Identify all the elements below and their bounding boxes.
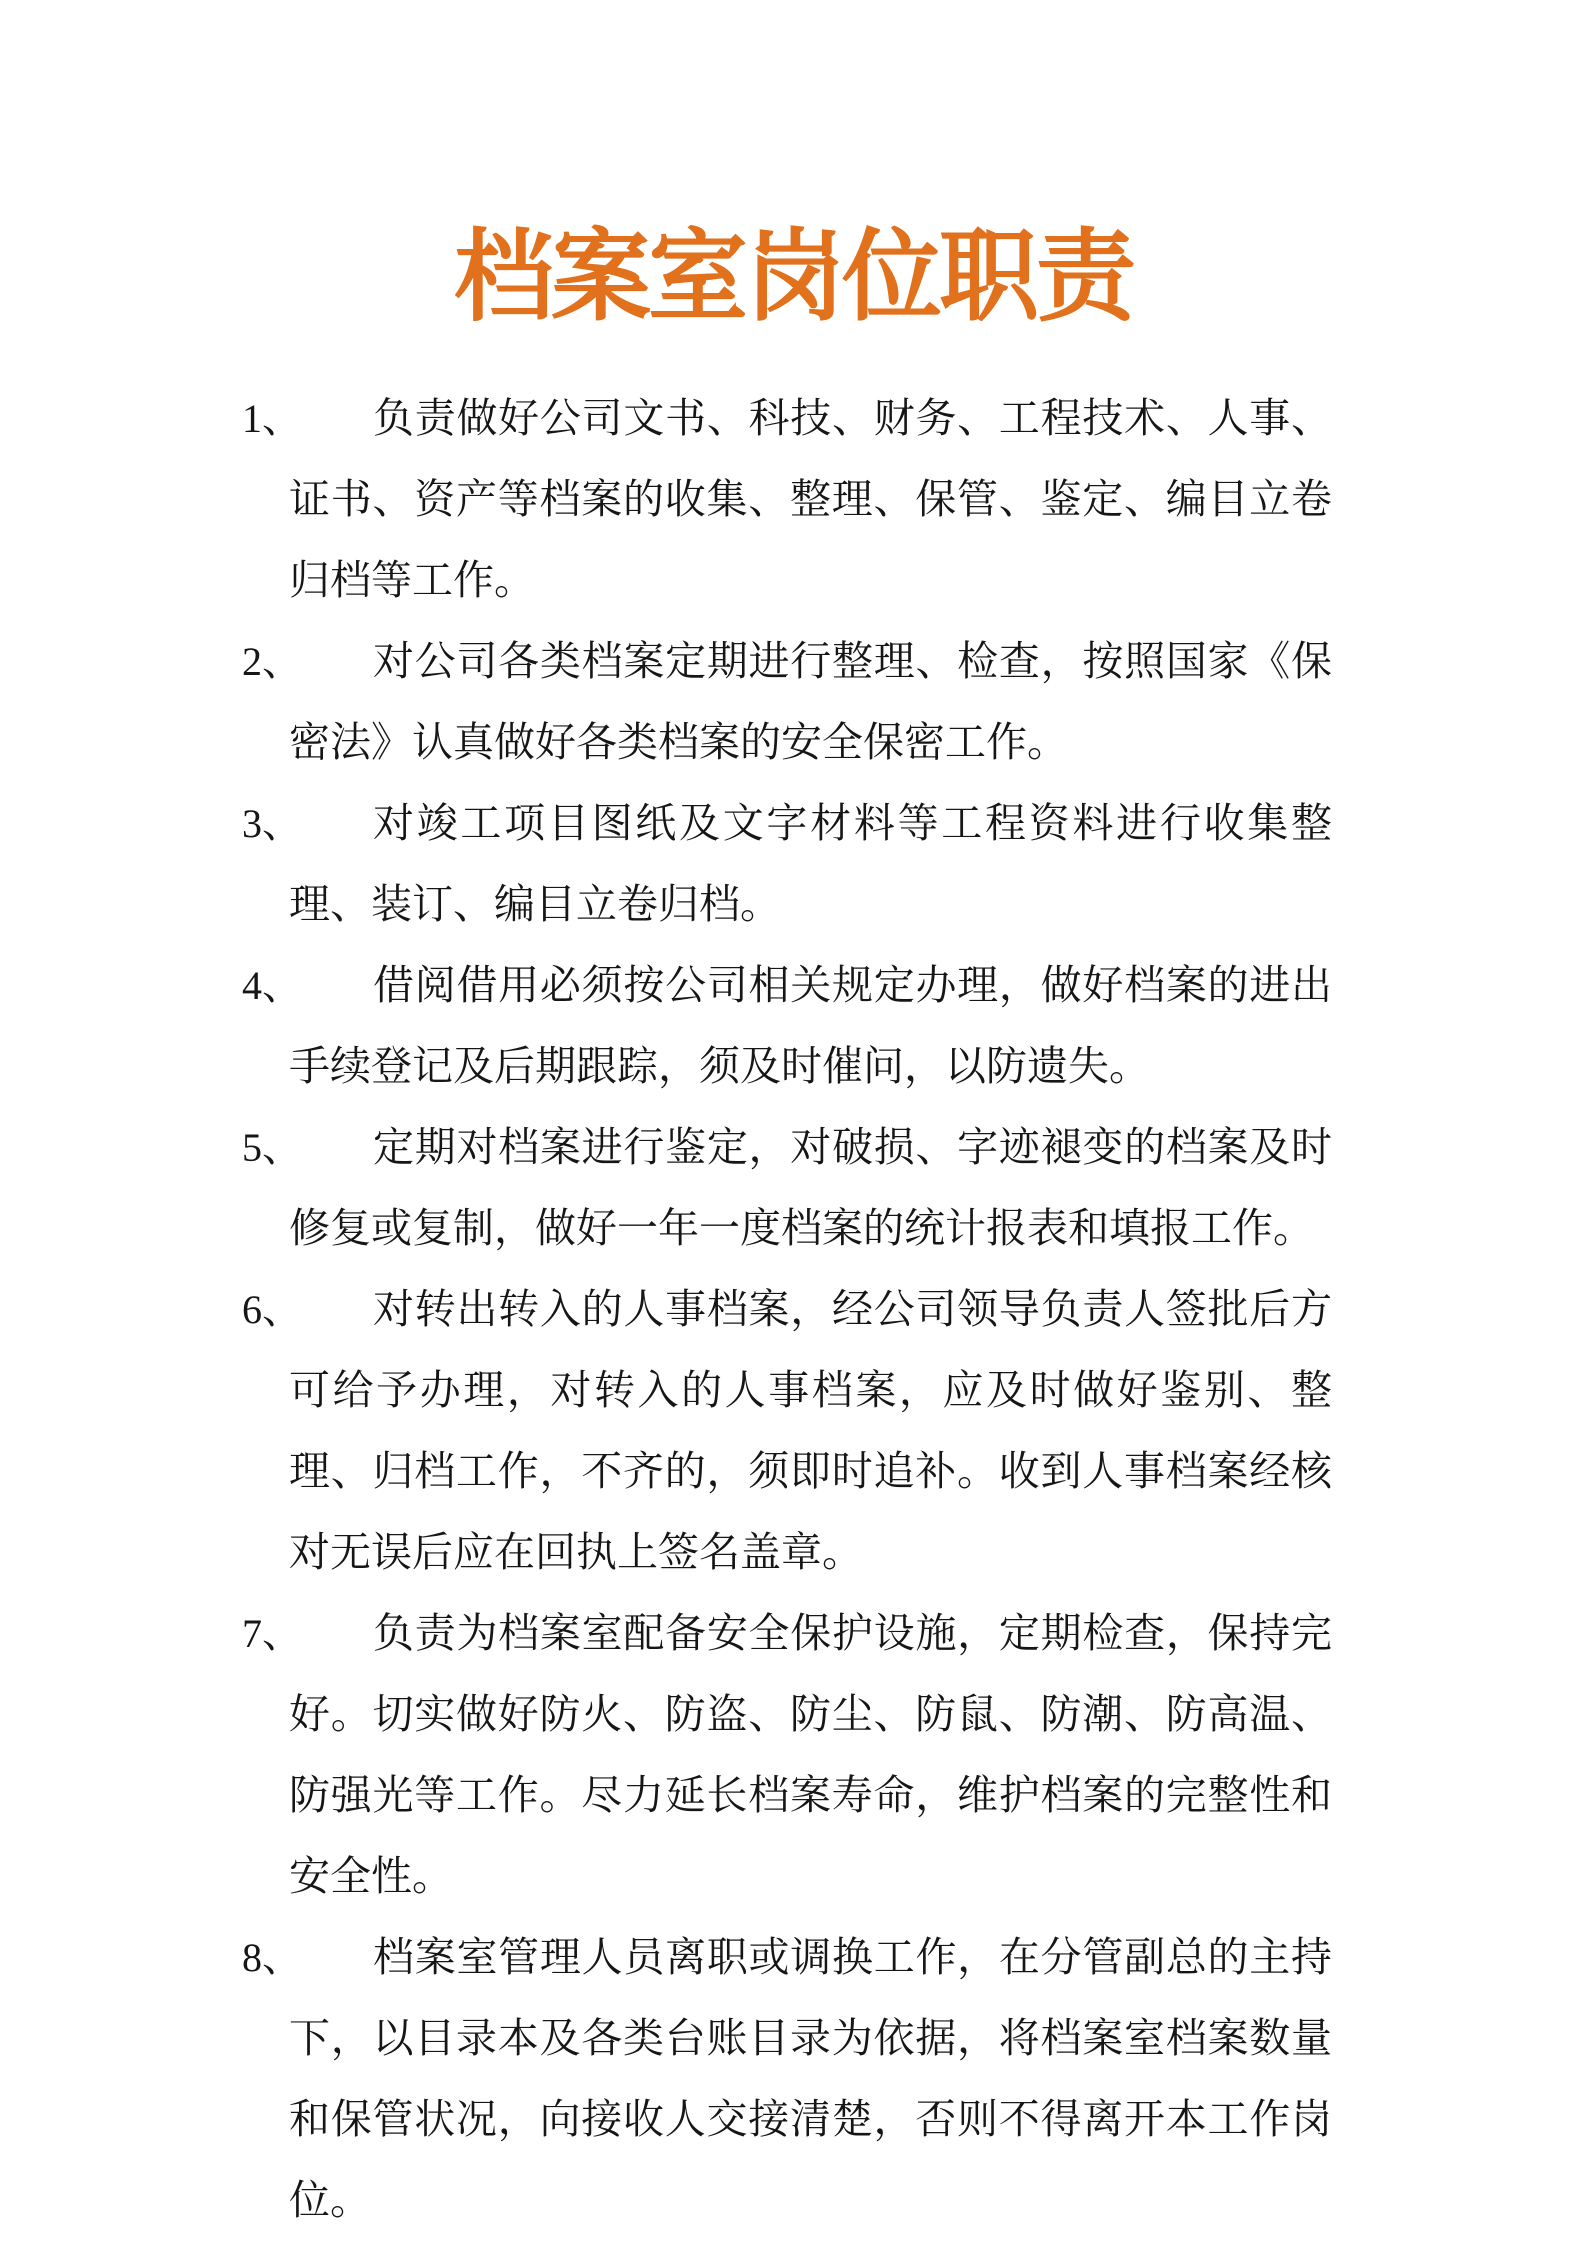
item-number: 7、 [242, 1611, 302, 1656]
item-number: 6、 [242, 1287, 302, 1332]
item-text: 借阅借用必须按公司相关规定办理，做好档案的进出手续登记及后期跟踪，须及时催问，以防遗失。 [289, 962, 1332, 1089]
item-text: 对公司各类档案定期进行整理、检查，按照国家《保密法》认真做好各类档案的安全保密工作。 [289, 638, 1332, 765]
duty-item-6 [242, 1269, 1332, 1593]
item-text: 负责做好公司文书、科技、财务、工程技术、人事、证书、资产等档案的收集、整理、保管、鉴定、编目立卷归档等工作。 [289, 395, 1332, 603]
duty-item-3 [242, 783, 1332, 945]
item-text: 定期对档案进行鉴定，对破损、字迹褪变的档案及时修复或复制，做好一年一度档案的统计报表和填报工作。 [289, 1124, 1332, 1251]
item-number: 2、 [242, 639, 302, 684]
item-number: 1、 [242, 396, 302, 441]
duties-list [242, 378, 1332, 2241]
duty-item-4 [242, 945, 1332, 1107]
duty-item-8 [242, 1917, 1332, 2241]
item-text: 对竣工项目图纸及文字材料等工程资料进行收集整理、装订、编目立卷归档。 [289, 800, 1332, 927]
duty-item-2 [242, 621, 1332, 783]
item-text: 对转出转入的人事档案，经公司领导负责人签批后方可给予办理，对转入的人事档案，应及时做好鉴别、整理、归档工作，不齐的，须即时追补。收到人事档案经核对无误后应在回执上签名盖章。 [289, 1286, 1332, 1575]
item-number: 5、 [242, 1125, 302, 1170]
item-number: 3、 [242, 801, 302, 846]
duty-item-1 [242, 378, 1332, 621]
document-title: 档案室岗位职责 [454, 221, 1133, 333]
duty-item-7 [242, 1593, 1332, 1917]
duty-item-5 [242, 1107, 1332, 1269]
item-number: 8、 [242, 1935, 302, 1980]
item-text: 档案室管理人员离职或调换工作，在分管副总的主持下，以目录本及各类台账目录为依据，将档案室档案数量和保管状况，向接收人交接清楚，否则不得离开本工作岗位。 [289, 1934, 1332, 2223]
item-text: 负责为档案室配备安全保护设施，定期检查，保持完好。切实做好防火、防盗、防尘、防鼠、防潮、防高温、防强光等工作。尽力延长档案寿命，维护档案的完整性和安全性。 [289, 1610, 1332, 1899]
item-number: 4、 [242, 963, 302, 1008]
